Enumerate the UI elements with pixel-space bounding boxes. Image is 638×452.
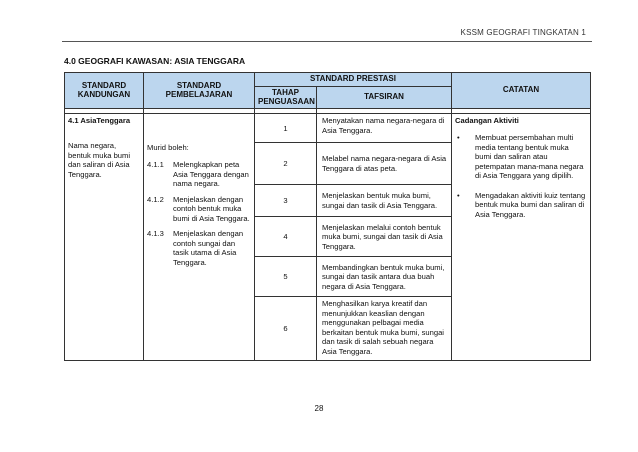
standard-kandungan-title: 4.1 AsiaTenggara: [68, 116, 131, 126]
pembelajaran-item-text: Menjelaskan dengan contoh bentuk muka bumi di Asia Tenggara.: [173, 194, 250, 223]
section-title: 4.0 GEOGRAFI KAWASAN: ASIA TENGGARA: [64, 56, 246, 66]
pembelajaran-intro: Murid boleh:: [147, 143, 189, 153]
tafsiran-text: Melabel nama negara-negara di Asia Tenggara di atas peta.: [317, 143, 452, 185]
tafsiran-text: Menghasilkan karya kreatif dan menunjukkan keaslian dengan menggunakan pelbagai media berkaitan bentuk muka bumi, sungai dan tasik di salah sebuah negara Asia Tenggara.: [317, 297, 452, 361]
pembelajaran-item-text: Melengkapkan peta Asia Tenggara dengan nama negara.: [173, 160, 249, 189]
tahap-level: 6: [255, 297, 317, 361]
activity-text: Membuat persembahan multi media tentang bentuk muka bumi dan saliran atau petempatan mana-mana negara di Asia Tenggara yang dipilih.: [475, 133, 584, 181]
pembelajaran-item-code: 4.1.1: [147, 160, 164, 170]
bullet-icon: •: [457, 133, 460, 143]
tafsiran-text: Menjelaskan bentuk muka bumi, sungai dan tasik di Asia Tenggara.: [317, 185, 452, 217]
catatan-title: Cadangan Aktiviti: [455, 116, 519, 126]
pembelajaran-item-code: 4.1.2: [147, 194, 164, 204]
pembelajaran-item: [147, 195, 251, 223]
header-catatan: CATATAN: [452, 73, 591, 109]
running-header: KSSM GEOGRAFI TINGKATAN 1: [460, 28, 586, 37]
standard-kandungan-description: Nama negara, bentuk muka bumi dan saliran di Asia Tenggara.: [68, 141, 131, 179]
header-standard-prestasi: STANDARD PRESTASI: [255, 73, 452, 87]
tahap-level: 3: [255, 185, 317, 217]
curriculum-table: [64, 72, 591, 361]
pembelajaran-item: [147, 229, 251, 267]
activity-text: Mengadakan aktiviti kuiz tentang bentuk muka bumi dan saliran di Asia Tenggara.: [475, 190, 586, 219]
tahap-level: 5: [255, 257, 317, 297]
tafsiran-text: Menjelaskan melalui contoh bentuk muka bumi, sungai dan tasik di Asia Tenggara.: [317, 217, 452, 257]
header-tafsiran: TAFSIRAN: [317, 86, 452, 109]
activity-item: [457, 190, 587, 219]
tahap-level: 4: [255, 217, 317, 257]
tahap-level: 2: [255, 143, 317, 185]
bullet-icon: •: [457, 190, 460, 200]
header-standard-kandungan: STANDARD KANDUNGAN: [65, 73, 144, 109]
tafsiran-text: Membandingkan bentuk muka bumi, sungai dan tasik antara dua buah negara di Asia Tenggara.: [317, 257, 452, 297]
header-standard-pembelajaran: STANDARD PEMBELAJARAN: [144, 73, 255, 109]
pembelajaran-item-text: Menjelaskan dengan contoh sungai dan tasik utama di Asia Tenggara.: [173, 229, 244, 267]
standard-kandungan-cell: [65, 114, 144, 361]
activity-list: [455, 133, 587, 219]
catatan-cell: [452, 114, 591, 361]
header-tahap-penguasaan: TAHAP PENGUASAAN: [255, 86, 317, 109]
pembelajaran-item: [147, 160, 251, 188]
header-divider: [62, 41, 592, 42]
tahap-level: 1: [255, 114, 317, 143]
standard-pembelajaran-cell: [144, 114, 255, 361]
pembelajaran-item-code: 4.1.3: [147, 229, 164, 239]
page-number: 28: [314, 404, 324, 413]
tafsiran-text: Menyatakan nama negara-negara di Asia Tenggara.: [317, 114, 452, 143]
activity-item: [457, 133, 587, 181]
